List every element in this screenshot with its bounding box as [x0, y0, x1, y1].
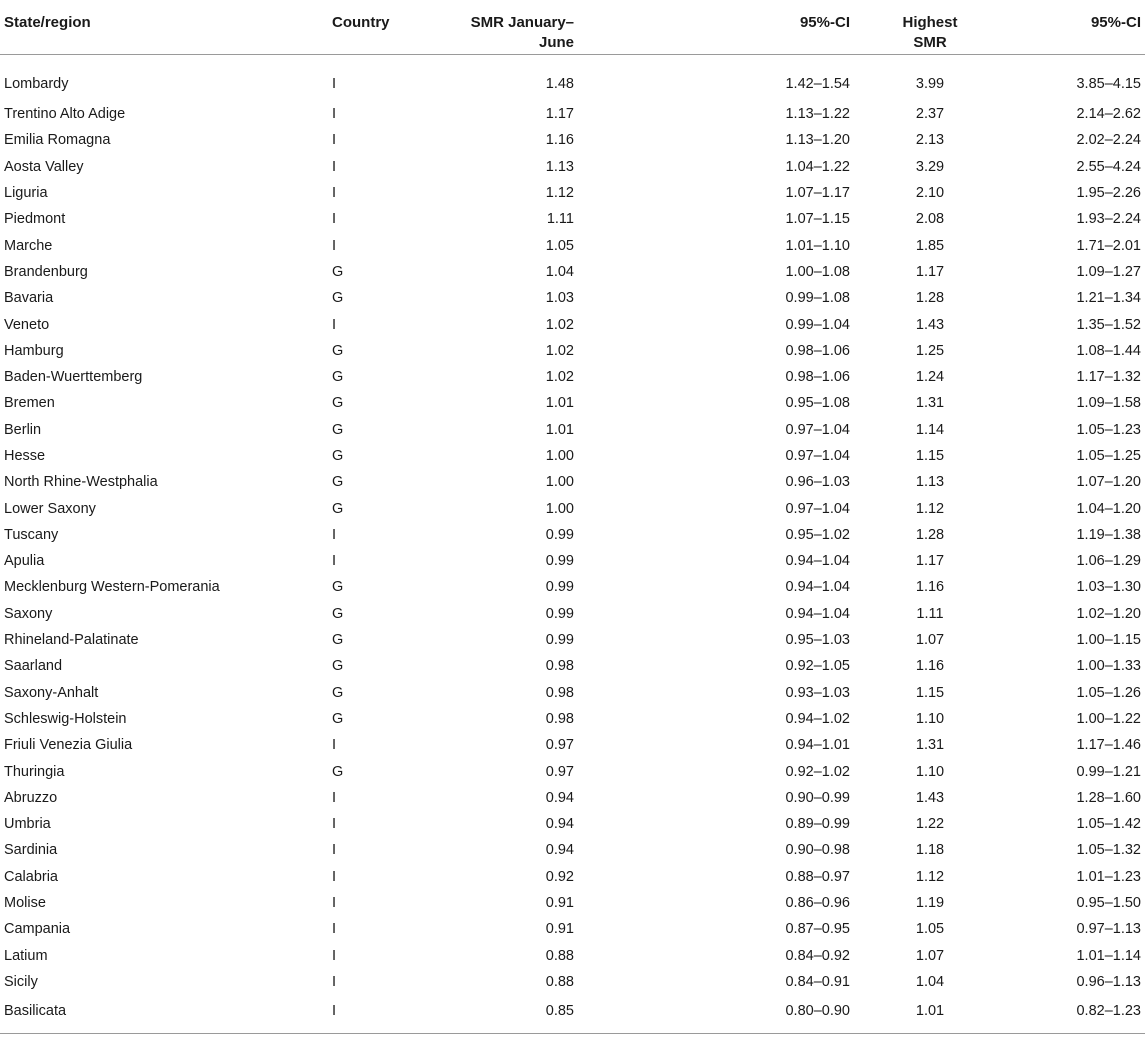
cell-highest-smr: 1.04: [915, 973, 945, 990]
table-row: [0, 706, 1145, 732]
cell-smr: 0.91: [545, 895, 574, 912]
cell-region: Tuscany: [4, 526, 59, 543]
cell-country: I: [332, 185, 337, 202]
cell-region: Sicily: [4, 973, 38, 990]
header-country: Country: [324, 1, 434, 55]
cell-highest-smr: 1.24: [915, 369, 945, 386]
table-row: [0, 127, 1145, 153]
cell-country: G: [332, 290, 344, 307]
cell-ci-highest: 0.99–1.21: [1076, 763, 1141, 780]
cell-ci-smr: 0.84–0.92: [785, 947, 850, 964]
cell-smr: 1.00: [545, 500, 574, 517]
table-row: [0, 943, 1145, 969]
cell-region: Rhineland-Palatinate: [4, 632, 139, 649]
cell-region: Bavaria: [4, 290, 54, 307]
cell-ci-highest: 1.01–1.23: [1076, 868, 1141, 885]
table-row: [0, 680, 1145, 706]
cell-smr: 0.94: [545, 789, 574, 806]
table-row: [0, 916, 1145, 942]
cell-country: I: [332, 816, 337, 833]
cell-ci-highest: 2.14–2.62: [1076, 106, 1141, 123]
cell-highest-smr: 1.14: [915, 421, 945, 438]
cell-ci-smr: 0.99–1.04: [785, 316, 850, 333]
cell-ci-smr: 0.96–1.03: [785, 474, 850, 491]
cell-region: Saarland: [4, 658, 63, 675]
table-row: [0, 311, 1145, 337]
cell-country: G: [332, 369, 344, 386]
table-row: [0, 232, 1145, 258]
cell-ci-smr: 0.90–0.98: [785, 842, 850, 859]
cell-highest-smr: 1.43: [915, 789, 945, 806]
table-row: [0, 443, 1145, 469]
cell-ci-highest: 1.05–1.23: [1076, 421, 1141, 438]
table-row: [0, 811, 1145, 837]
table-row: [0, 390, 1145, 416]
cell-highest-smr: 1.28: [915, 290, 945, 307]
cell-ci-highest: 1.01–1.14: [1076, 947, 1141, 964]
cell-smr: 0.92: [545, 868, 574, 885]
cell-smr: 0.91: [545, 921, 574, 938]
cell-region: Lower Saxony: [4, 500, 96, 517]
cell-ci-smr: 1.01–1.10: [785, 237, 850, 254]
cell-smr: 1.48: [545, 76, 574, 92]
cell-ci-highest: 0.82–1.23: [1010, 995, 1145, 1034]
cell-smr: 1.17: [545, 106, 574, 123]
cell-highest-smr: 3.29: [915, 158, 945, 175]
cell-ci-smr: 0.89–0.99: [785, 816, 850, 833]
cell-highest-smr: 1.10: [915, 763, 945, 780]
cell-country: I: [332, 737, 337, 754]
cell-country: I: [332, 211, 337, 228]
cell-ci-highest: 1.09–1.58: [1076, 395, 1141, 412]
cell-country: I: [332, 921, 337, 938]
cell-ci-highest: 1.21–1.34: [1076, 290, 1141, 307]
cell-highest-smr: 1.19: [915, 895, 945, 912]
cell-ci-highest: 1.00–1.33: [1076, 658, 1141, 675]
cell-country: G: [332, 395, 344, 412]
cell-country: I: [332, 973, 337, 990]
cell-highest-smr: 1.12: [915, 868, 945, 885]
cell-smr: 0.99: [545, 526, 574, 543]
cell-smr: 0.99: [545, 553, 574, 570]
cell-ci-smr: 0.99–1.08: [785, 290, 850, 307]
cell-ci-smr: 0.95–1.02: [785, 526, 850, 543]
cell-highest-smr: 1.17: [915, 553, 945, 570]
cell-ci-smr: 0.94–1.01: [785, 737, 850, 754]
cell-region: Basilicata: [0, 995, 324, 1034]
cell-ci-highest: 1.05–1.25: [1076, 448, 1141, 464]
cell-country: G: [332, 342, 344, 359]
table-row: [0, 101, 1145, 127]
header-ci-smr: 95%-CI: [624, 1, 850, 55]
table-row: [0, 285, 1145, 311]
header-ci-highest: 95%-CI: [1010, 1, 1145, 55]
cell-smr: 0.85: [434, 995, 624, 1034]
cell-ci-highest: 1.00–1.22: [1076, 710, 1141, 727]
cell-smr: 0.99: [545, 605, 574, 622]
cell-smr: 0.98: [545, 658, 574, 675]
cell-ci-smr: 0.94–1.04: [785, 579, 850, 596]
cell-highest-smr: 1.17: [915, 263, 945, 280]
cell-country: I: [332, 76, 337, 92]
cell-region: Thuringia: [4, 763, 65, 780]
cell-region: Bremen: [4, 395, 55, 412]
table-row: [0, 469, 1145, 495]
cell-ci-highest: 1.71–2.01: [1076, 237, 1141, 254]
cell-ci-highest: 1.04–1.20: [1076, 500, 1141, 517]
cell-highest-smr: 1.10: [915, 710, 945, 727]
cell-ci-smr: 0.97–1.04: [785, 421, 850, 438]
cell-region: Liguria: [4, 185, 48, 202]
table-row: [0, 653, 1145, 679]
cell-highest-smr: 1.22: [915, 816, 945, 833]
cell-ci-smr: 1.42–1.54: [785, 76, 850, 92]
cell-smr: 1.11: [546, 211, 574, 228]
cell-country: I: [332, 842, 337, 859]
cell-smr: 0.98: [545, 710, 574, 727]
cell-ci-highest: 1.17–1.46: [1076, 737, 1141, 754]
cell-highest-smr: 2.10: [915, 185, 945, 202]
cell-highest-smr: 1.28: [915, 526, 945, 543]
cell-ci-highest: 1.05–1.26: [1076, 684, 1141, 701]
cell-highest-smr: 2.37: [915, 106, 945, 123]
cell-highest-smr: 1.13: [915, 474, 945, 491]
cell-ci-highest: 1.00–1.15: [1076, 632, 1141, 649]
cell-region: Piedmont: [4, 211, 66, 228]
cell-region: Emilia Romagna: [4, 132, 111, 149]
cell-country: G: [332, 710, 344, 727]
cell-region: Saxony: [4, 605, 53, 622]
cell-region: Baden-Wuerttemberg: [4, 369, 143, 386]
cell-ci-smr: 0.92–1.05: [785, 658, 850, 675]
cell-ci-smr: 0.80–0.90: [624, 995, 850, 1034]
cell-ci-highest: 1.05–1.32: [1076, 842, 1141, 859]
cell-ci-highest: 2.55–4.24: [1076, 158, 1141, 175]
cell-ci-highest: 3.85–4.15: [1076, 76, 1141, 92]
cell-country: G: [332, 263, 344, 280]
cell-ci-highest: 1.28–1.60: [1076, 789, 1141, 806]
table-row: [0, 548, 1145, 574]
cell-highest-smr: 1.05: [915, 921, 945, 938]
cell-smr: 1.01: [545, 395, 574, 412]
header-row: [0, 1, 1145, 55]
cell-highest-smr: 1.31: [915, 395, 945, 412]
cell-smr: 0.97: [545, 763, 574, 780]
table-row: [0, 732, 1145, 758]
cell-country: G: [332, 658, 344, 675]
cell-highest-smr: 1.16: [915, 579, 945, 596]
table-row: [0, 574, 1145, 600]
cell-smr: 0.88: [545, 973, 574, 990]
table-row: [0, 601, 1145, 627]
cell-country: I: [332, 947, 337, 964]
cell-highest-smr: 1.25: [915, 342, 945, 359]
cell-region: Sardinia: [4, 842, 58, 859]
cell-country: G: [332, 579, 344, 596]
cell-smr: 1.02: [545, 369, 574, 386]
cell-ci-highest: 1.06–1.29: [1076, 553, 1141, 570]
cell-ci-highest: 1.17–1.32: [1076, 369, 1141, 386]
table-row: [0, 180, 1145, 206]
cell-smr: 0.99: [545, 579, 574, 596]
cell-ci-smr: 1.04–1.22: [785, 158, 850, 175]
cell-ci-highest: 1.09–1.27: [1076, 263, 1141, 280]
cell-ci-smr: 1.07–1.15: [785, 211, 850, 228]
cell-ci-highest: 2.02–2.24: [1076, 132, 1141, 149]
cell-country: I: [332, 789, 337, 806]
cell-region: Apulia: [4, 553, 45, 570]
cell-ci-highest: 1.05–1.42: [1076, 816, 1141, 833]
cell-region: Schleswig-Holstein: [4, 710, 127, 727]
cell-country: I: [332, 106, 337, 123]
cell-country: G: [332, 500, 344, 517]
cell-region: Abruzzo: [4, 789, 58, 806]
cell-region: Campania: [4, 921, 71, 938]
cell-smr: 0.94: [545, 842, 574, 859]
cell-region: Molise: [4, 895, 46, 912]
cell-smr: 1.00: [545, 448, 574, 464]
cell-ci-smr: 0.97–1.04: [785, 448, 850, 464]
cell-ci-smr: 1.00–1.08: [785, 263, 850, 280]
table-row: [0, 969, 1145, 995]
table-row: [0, 417, 1145, 443]
table-row: [0, 364, 1145, 390]
cell-ci-smr: 0.98–1.06: [785, 342, 850, 359]
cell-ci-smr: 1.13–1.20: [785, 132, 850, 149]
cell-ci-smr: 0.88–0.97: [785, 868, 850, 885]
table-row: [0, 890, 1145, 916]
header-highest-line1: Highest: [902, 14, 958, 31]
cell-highest-smr: 1.07: [915, 947, 945, 964]
table-row: [0, 154, 1145, 180]
cell-smr: 0.97: [545, 737, 574, 754]
cell-highest-smr: 1.12: [915, 500, 945, 517]
cell-region: Veneto: [4, 316, 50, 333]
table-row: [0, 758, 1145, 784]
cell-highest-smr: 1.85: [915, 237, 945, 254]
cell-ci-highest: 1.93–2.24: [1076, 211, 1141, 228]
cell-smr: 1.02: [545, 342, 574, 359]
cell-region: Saxony-Anhalt: [4, 684, 99, 701]
cell-country: I: [332, 158, 337, 175]
table-row: [0, 55, 1145, 102]
cell-ci-highest: 1.19–1.38: [1076, 526, 1141, 543]
cell-smr: 1.02: [545, 316, 574, 333]
cell-smr: 1.04: [545, 263, 574, 280]
cell-ci-highest: 0.97–1.13: [1076, 921, 1141, 938]
table-header: [0, 1, 1145, 55]
cell-highest-smr: 1.43: [915, 316, 945, 333]
cell-region: Trentino Alto Adige: [4, 106, 126, 123]
cell-highest-smr: 1.15: [915, 684, 945, 701]
cell-country: I: [332, 316, 337, 333]
cell-country: G: [332, 763, 344, 780]
cell-ci-smr: 0.84–0.91: [785, 973, 850, 990]
cell-region: Aosta Valley: [4, 158, 84, 175]
cell-ci-smr: 0.95–1.03: [785, 632, 850, 649]
cell-ci-smr: 0.98–1.06: [785, 369, 850, 386]
cell-country: G: [332, 448, 344, 464]
header-region: State/region: [0, 1, 324, 55]
header-highest-smr: [850, 1, 1010, 55]
cell-region: Lombardy: [4, 76, 69, 92]
table-row: [0, 785, 1145, 811]
cell-highest-smr: 1.11: [916, 605, 944, 622]
cell-country: G: [332, 684, 344, 701]
cell-ci-highest: 0.96–1.13: [1076, 973, 1141, 990]
cell-country: I: [332, 237, 337, 254]
cell-highest-smr: 1.01: [850, 995, 1010, 1034]
cell-country: G: [332, 421, 344, 438]
cell-ci-highest: 1.35–1.52: [1076, 316, 1141, 333]
cell-ci-smr: 0.94–1.04: [785, 605, 850, 622]
cell-region: Marche: [4, 237, 53, 254]
cell-smr: 0.98: [545, 684, 574, 701]
cell-smr: 1.03: [545, 290, 574, 307]
cell-ci-highest: 0.95–1.50: [1076, 895, 1141, 912]
cell-region: North Rhine-Westphalia: [4, 474, 158, 491]
cell-highest-smr: 1.07: [915, 632, 945, 649]
cell-country: I: [332, 895, 337, 912]
cell-country: I: [332, 526, 337, 543]
cell-smr: 1.16: [545, 132, 574, 149]
cell-smr: 0.94: [545, 816, 574, 833]
table-row: [0, 206, 1145, 232]
cell-ci-highest: 1.02–1.20: [1076, 605, 1141, 622]
cell-smr: 0.88: [545, 947, 574, 964]
cell-country: I: [324, 995, 434, 1034]
cell-smr: 1.05: [545, 237, 574, 254]
cell-ci-smr: 0.94–1.02: [785, 710, 850, 727]
cell-ci-highest: 1.08–1.44: [1076, 342, 1141, 359]
table-row: [0, 522, 1145, 548]
cell-region: Latium: [4, 947, 48, 964]
cell-smr: 1.01: [545, 421, 574, 438]
cell-ci-smr: 1.13–1.22: [785, 106, 850, 123]
table-row: [0, 837, 1145, 863]
cell-ci-highest: 1.07–1.20: [1076, 474, 1141, 491]
cell-region: Hesse: [4, 448, 46, 464]
cell-ci-smr: 0.92–1.02: [785, 763, 850, 780]
cell-region: Calabria: [4, 868, 58, 885]
table-row: [0, 995, 1145, 1034]
cell-region: Mecklenburg Western-Pomerania: [4, 579, 220, 596]
cell-ci-smr: 0.86–0.96: [785, 895, 850, 912]
cell-smr: 0.99: [545, 632, 574, 649]
cell-region: Hamburg: [4, 342, 64, 359]
cell-region: Berlin: [4, 421, 42, 438]
cell-smr: 1.12: [545, 185, 574, 202]
cell-region: Friuli Venezia Giulia: [4, 737, 133, 754]
table-row: [0, 495, 1145, 521]
cell-highest-smr: 1.18: [915, 842, 945, 859]
table-row: [0, 864, 1145, 890]
cell-ci-highest: 1.03–1.30: [1076, 579, 1141, 596]
cell-ci-smr: 0.90–0.99: [785, 789, 850, 806]
cell-ci-smr: 0.93–1.03: [785, 684, 850, 701]
header-smr: SMR January–June: [434, 1, 624, 55]
cell-highest-smr: 1.31: [915, 737, 945, 754]
cell-region: Brandenburg: [4, 263, 88, 280]
cell-ci-highest: 1.95–2.26: [1076, 185, 1141, 202]
table-row: [0, 259, 1145, 285]
cell-country: I: [332, 132, 337, 149]
cell-country: I: [332, 553, 337, 570]
cell-smr: 1.00: [545, 474, 574, 491]
cell-ci-smr: 0.94–1.04: [785, 553, 850, 570]
header-highest-line2: SMR: [913, 34, 947, 51]
table-row: [0, 338, 1145, 364]
cell-highest-smr: 1.15: [915, 448, 945, 464]
cell-country: G: [332, 605, 344, 622]
cell-ci-smr: 0.95–1.08: [785, 395, 850, 412]
cell-country: I: [332, 868, 337, 885]
cell-smr: 1.13: [545, 158, 574, 175]
cell-highest-smr: 2.13: [915, 132, 945, 149]
cell-ci-smr: 0.97–1.04: [785, 500, 850, 517]
cell-ci-smr: 1.07–1.17: [785, 185, 850, 202]
cell-region: Umbria: [4, 816, 51, 833]
cell-country: G: [332, 632, 344, 649]
cell-highest-smr: 1.16: [915, 658, 945, 675]
cell-ci-smr: 0.87–0.95: [785, 921, 850, 938]
cell-highest-smr: 2.08: [915, 211, 945, 228]
table-row: [0, 627, 1145, 653]
cell-country: G: [332, 474, 344, 491]
cell-highest-smr: 3.99: [915, 76, 945, 92]
table-body: [0, 55, 1145, 1034]
